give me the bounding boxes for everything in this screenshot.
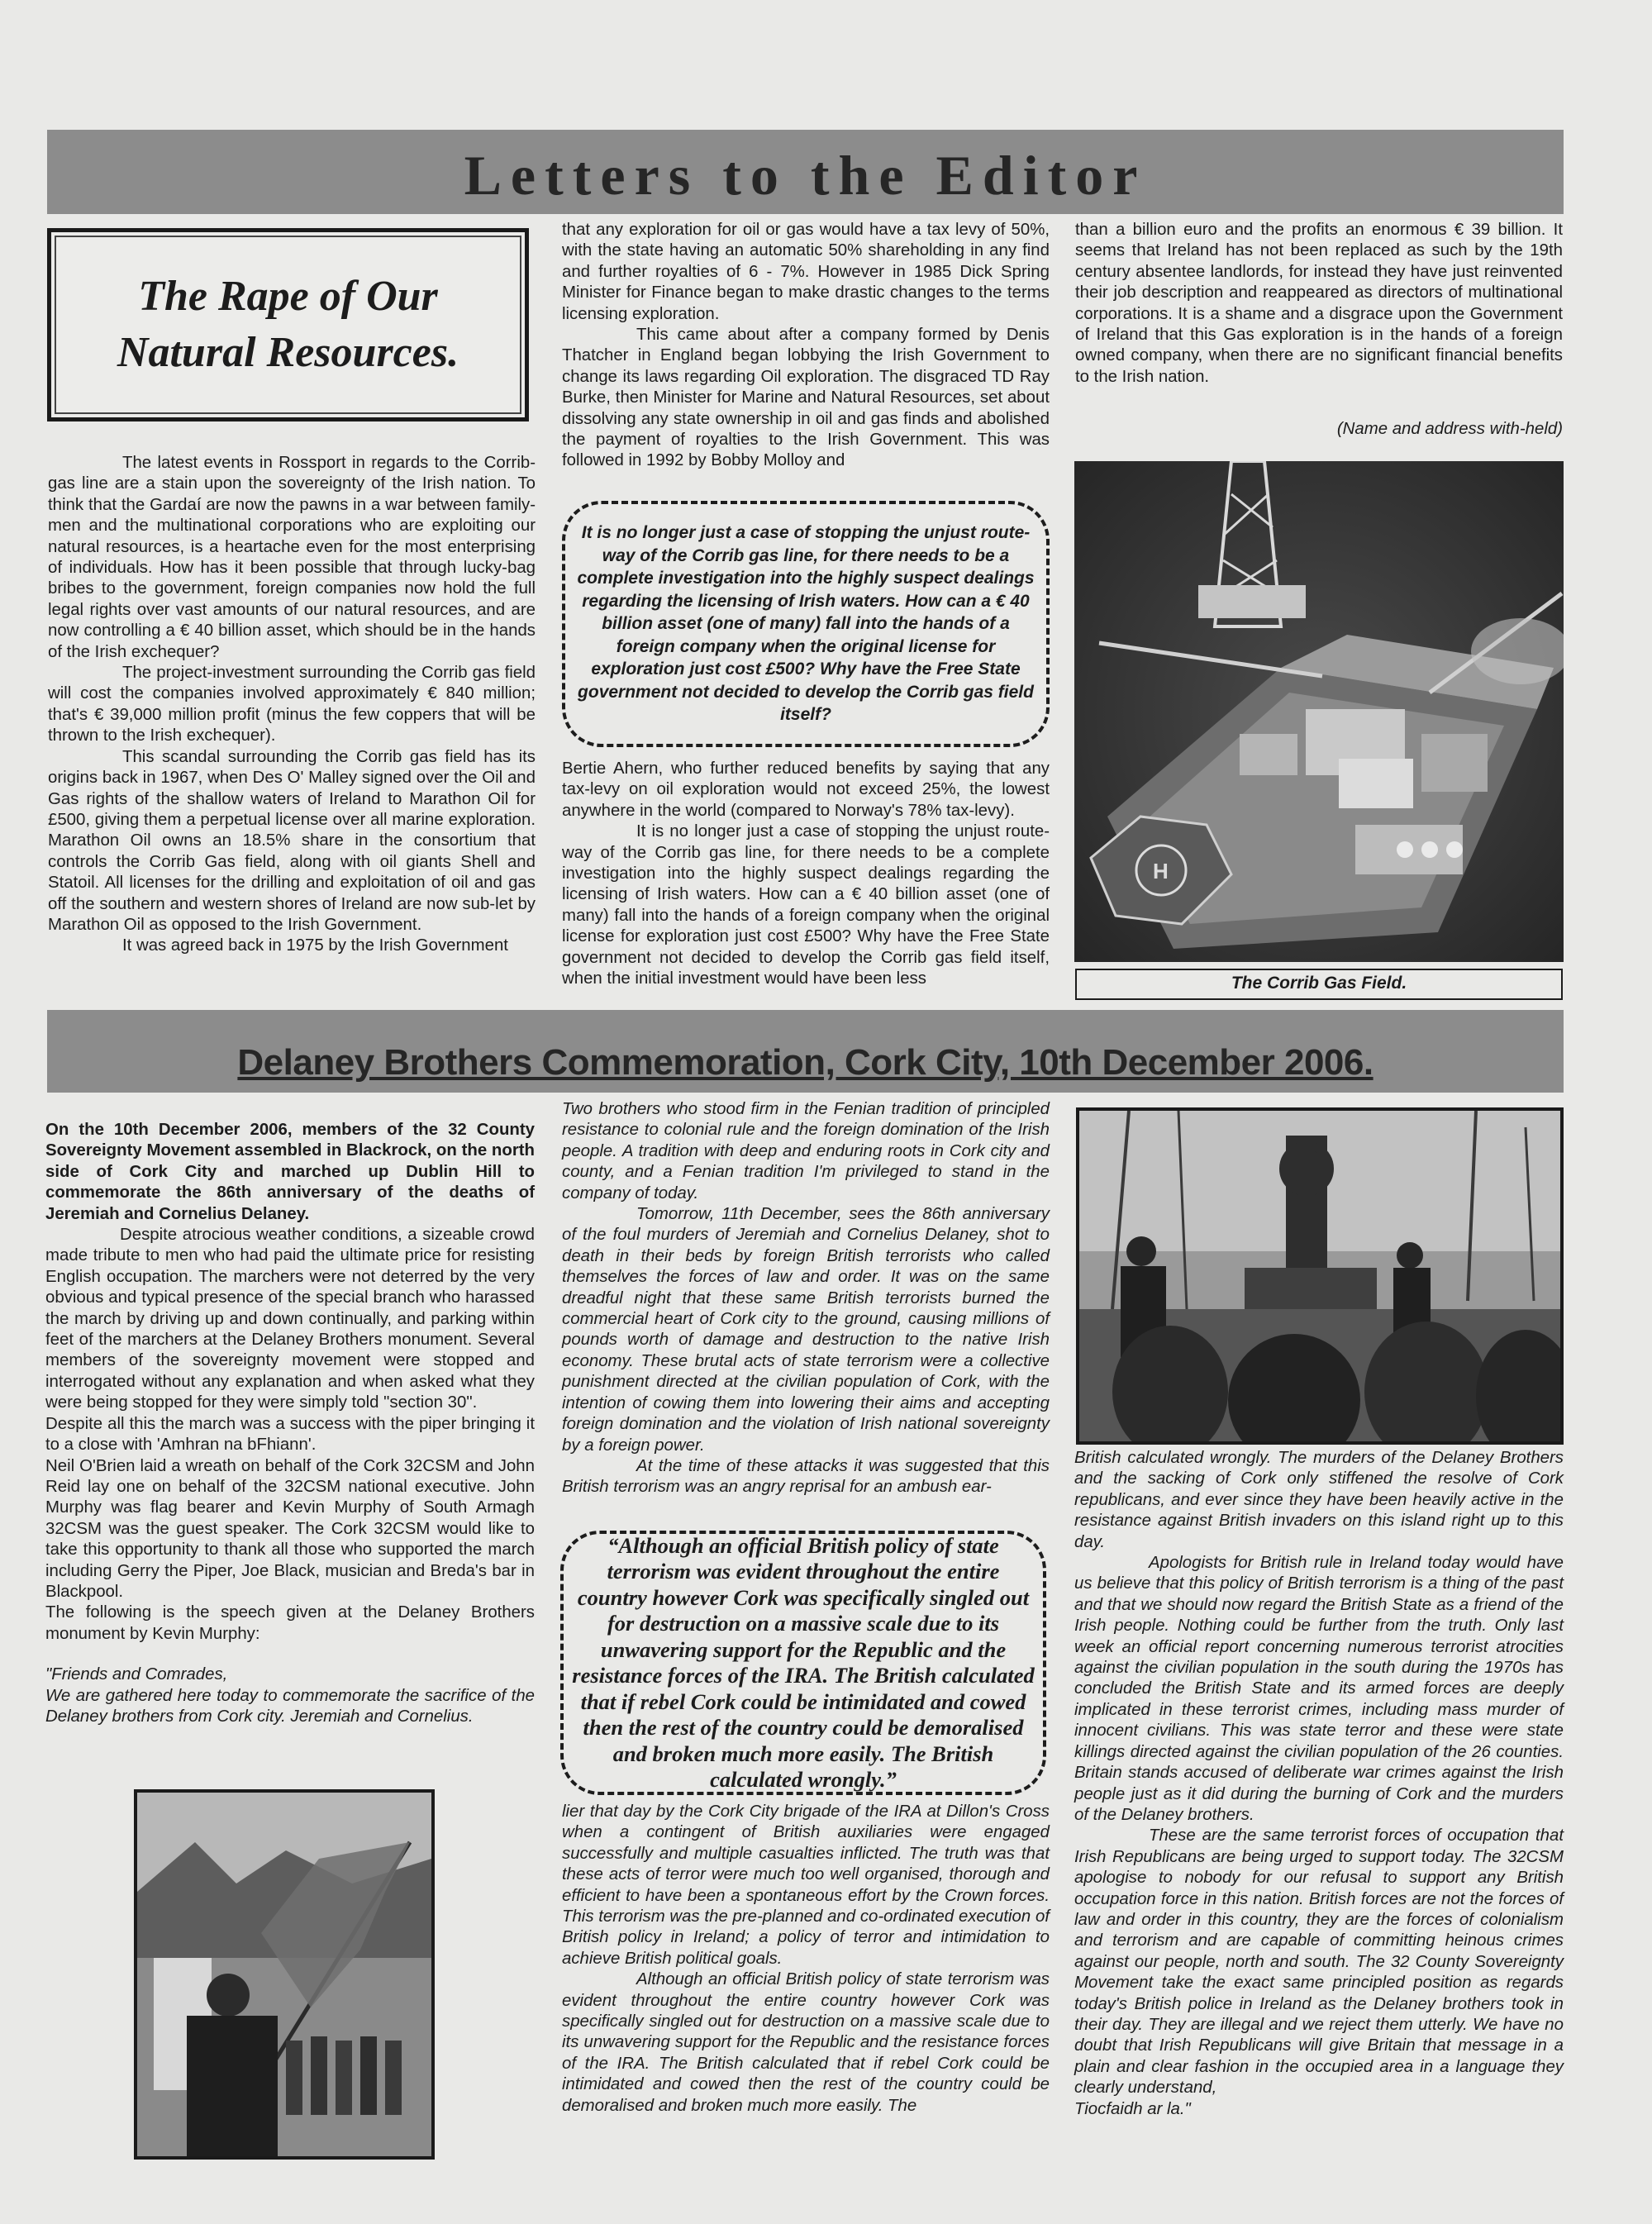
paragraph: Tomorrow, 11th December, sees the 86th anniversary of the foul murders of Jeremiah and Cornelius Delaney, shot to death in their beds by foreign British terrorists who called themselves the forces of law and order. It was on the same dreadful night that these same British terrorists burned the commercial heart of Cork city to the ground, causing millions of pounds worth of damage and destruction to the native Irish economy. These brutal acts of state terrorism were a collective punishment directed at the civilian population of Cork, with the intention of cowing them into lowering their aims and accepting foreign domination and the violation of Irish national sovereignty by a foreign power. <box>562 1205 1050 1455</box>
paragraph: At the time of these attacks it was suggested that this British terrorism was an angry reprisal for an ambush ear- <box>562 1456 1050 1497</box>
paragraph: It is no longer just a case of stopping the unjust route-way of the Corrib gas line, for there needs to be a complete investigation into the highly suspect dealings regarding the licensing of Irish waters. How can a € 40 billion asset (one of many) fall into the hands of a foreign company when the original license for exploration just cost £500? Why have the Free State government not decided to develop the Corrib gas field itself, when the initial investment would have been less <box>562 822 1050 988</box>
article-title-frame <box>55 236 521 414</box>
page-title: Letters to the Editor <box>464 144 1147 207</box>
letter-column-2-top <box>562 220 1050 493</box>
letter-column-3 <box>1075 220 1563 402</box>
gas-field-caption: The Corrib Gas Field. <box>1075 969 1563 1000</box>
monument-photo <box>1076 1107 1564 1445</box>
paragraph: that any exploration for oil or gas would have a tax levy of 50%, with the state having an automatic 50% shareholding in any find and further royalties of 6 - 7%. However in 1985 Dick Spring Minister for Finance began to make drastic changes to the terms licensing exploration. <box>562 221 1050 323</box>
gas-platform-illustration <box>1074 461 1564 962</box>
letter-column-2-bottom <box>562 759 1050 1003</box>
flag-bearer-photo <box>134 1789 435 2160</box>
speech-paragraph: We are gathered here today to commemorate the sacrifice of the Delaney brothers from Cork city. Jeremiah and Cornelius. <box>45 1686 535 1726</box>
paragraph: The project-investment surrounding the Corrib gas field will cost the companies involved approximately € 840 million; that's € 39,000 million profit (minus the few coppers that will be thrown to the Irish exchequer). <box>48 664 536 745</box>
paragraph: Neil O'Brien laid a wreath on behalf of the Cork 32CSM and John Reid lay one on behalf of the 32CSM national executive. John Murphy was flag bearer and Kevin Murphy of South Armagh 32CSM was the guest speaker. The Cork 32CSM would like to take this opportunity to thank all those who supported the march including Gerry the Piper, Joe Black, musician and Breda's bar in Blackpool. <box>45 1456 535 1601</box>
section-banner <box>47 1010 1564 1093</box>
pull-quote <box>562 501 1050 747</box>
paragraph: than a billion euro and the profits an enormous € 39 billion. It seems that Ireland has not been replaced as such by the 19th century absentee landlords, for instead they have just reinvented their job description and reappeared as directors of multinational corporations. It is a shame and a disgrace upon the Government of Ireland that this Gas exploration is in the hands of a foreign owned company, when there are no significant financial benefits to the Irish nation. <box>1075 221 1563 386</box>
svg-text:H: H <box>1153 859 1169 883</box>
paragraph: This came about after a company formed by Denis Thatcher in England began lobbying the Irish Government to change its laws regarding Oil exploration. The disgraced TD Ray Burke, then Minister for Marine and Natural Resources, set about dissolving any state ownership in oil and gas finds and abolished the payment of royalties to the Irish Government. This was followed in 1992 by Bobby Molloy and <box>562 326 1050 470</box>
paragraph: The following is the speech given at the Delaney Brothers monument by Kevin Murphy: <box>45 1603 535 1643</box>
gas-field-photo <box>1074 461 1564 962</box>
paragraph: Bertie Ahern, who further reduced benefits by saying that any tax-levy on oil exploration would not exceed 25%, the lowest anywhere in the world (compared to Norway's 78% tax-levy). <box>562 760 1050 820</box>
monument-scene-illustration <box>1079 1111 1560 1441</box>
commemoration-column-2-top <box>562 1099 1050 1517</box>
paragraph: These are the same terrorist forces of occupation that Irish Republicans are being urged to support today. The 32CSM apologise to nobody for our refusal to support any British occupation force in this nation. British forces are not the forces of law and order in this country, they are the forces of colonialism and terrorism and are capable of committing heinous crimes against our people, north and south. The 32 County Sovereignty Movement take the exact same principled position as regards today's British police in Ireland as the Delaney brothers took in their day. They are illegal and we reject them utterly. We have no doubt that Irish Republicans will give Britain that message in a plain and clear fashion in the occupied area in a language they clearly understand, <box>1074 1826 1564 2098</box>
paragraph: British calculated wrongly. The murders of the Delaney Brothers and the sacking of Cork only stiffened the resolve of Cork republicans, and ever since they have been heavily active in the resistance against British invaders on this island right up to this day. <box>1074 1449 1564 1551</box>
page-banner <box>47 130 1564 214</box>
closing-line: Tiocfaidh ar la." <box>1074 2099 1191 2118</box>
commemoration-column-2-bottom <box>562 1802 1050 2182</box>
paragraph: Apologists for British rule in Ireland today would have us believe that this policy of British terrorism is a thing of the past and that we should now regard the British State as a friend of the Irish people. Nothing could be further from the truth. Only last week an official report concerning numerous terrorist atrocities against the civilian population in the south during the 1970s has concluded the British State and its armed forces are deeply implicated in these terrorist crimes, including mass murder of innocent civilians. This was state terror and these were state killings directed against the civilian population of the 26 counties. Britain stands accused of deliberate war crimes against the Irish people just as it did during the burning of Cork and the murders of the Delaney brothers. <box>1074 1554 1564 1824</box>
paragraph: Two brothers who stood firm in the Fenian tradition of principled resistance to colonial rule and the foreign domination of the Irish people. A tradition with deep and enduring roots in Cork city and county, and a Fenian tradition I'm privileged to stand in the company of today. <box>562 1100 1050 1202</box>
pull-quote <box>560 1531 1046 1795</box>
pull-quote-text: It is no longer just a case of stopping the unjust route-way of the Corrib gas line, for there needs to be a complete investigation into the highly suspect dealings regarding the licensing of Irish waters. How can a € 40 billion asset (one of many) fall into the hands of a foreign company when the original license for exploration just cost £500? Why have the Free State government not decided to develop the Corrib gas field itself? <box>577 523 1035 725</box>
paragraph: It was agreed back in 1975 by the Irish Government <box>122 936 508 955</box>
paragraph: lier that day by the Cork City brigade of the IRA at Dillon's Cross when a contingent of British auxiliaries were engaged successfully and multiple casualties inflicted. The truth was that these acts of terror were much too well organised, thorough and efficient to have been a spontaneous effort by the Crown forces. This terrorism was the pre-planned and co-ordinated execution of British policy in Ireland; a policy of terror and intimidation to achieve British political goals. <box>562 1803 1050 1968</box>
article-title: The Rape of Our Natural Resources. <box>117 273 459 376</box>
lead-paragraph: On the 10th December 2006, members of the 32 County Sovereignty Movement assembled in Blackrock, on the north side of Cork City and marched up Dublin Hill to commemorate the 86th anniversary of the deaths of Jeremiah and Cornelius Delaney. <box>45 1121 535 1223</box>
paragraph: Although an official British policy of state terrorism was evident throughout the entire country however Cork was specifically singled out for destruction on a massive scale due to its unwavering support for the Republic and the resistance forces of the IRA. The British calculated that if rebel Cork could be intimidated and cowed then the rest of the country could be demoralised and broken much more easily. The <box>562 1970 1050 2115</box>
pull-quote-text: “Although an official British policy of state terrorism was evident throughout the entire country however Cork was specifically singled out for destruction on a massive scale due to its unwavering support for the Republic and the resistance forces of the IRA. The British calculated that if rebel Cork could be intimidated and cowed then the rest of the country could be demoralised and broken much more easily. The British calculated wrongly.” <box>572 1532 1035 1792</box>
paragraph: The latest events in Rossport in regards to the Corrib-gas line are a stain upon the sovereignty of the Irish nation. To think that the Gardaí are now the pawns in a war between family-men and the multinational corporations who are exploiting our natural resources, is a heartache even for the most enterprising of individuals. How has it been possible that through lucky-bag bribes to the government, foreign companies now hold the full legal rights over vast amounts of our natural resources, and are now controlling a € 40 billion asset, which should be in the hands of the Irish exchequer? <box>48 454 536 661</box>
commemoration-column-3 <box>1074 1448 1564 2192</box>
paragraph: Despite all this the march was a success with the piper bringing it to a close with 'Amhran na bFhiann'. <box>45 1414 535 1455</box>
paragraph: Despite atrocious weather conditions, a sizeable crowd made tribute to men who had paid the ultimate price for resisting English occupation. The marchers were not deterred by the very obvious and typical presence of the special branch who harassed the march by driving up and down continually, and parking within feet of the marchers at the Delaney Brothers monument. Several members of the sovereignty movement were stopped and interrogated without any explanation and when asked what they were being stopped for they were simply told "section 30". <box>45 1226 535 1412</box>
section-title: Delaney Brothers Commemoration, Cork City, 10th December 2006. <box>237 1042 1373 1083</box>
paragraph: This scandal surrounding the Corrib gas field has its origins back in 1967, when Des O' Malley signed over the Oil and Gas rights of the shallow waters of Ireland to Marathon Oil for £500, giving them a perpetual license over all marine exploration. Marathon Oil owns an 18.5% share in the consortium that controls the Corrib Gas field, along with oil giants Shell and Statoil. All licenses for the drilling and exploitation of oil and gas off the southern and western shores of Ireland are now sub-let by Marathon Oil as opposed to the Irish Government. <box>48 747 536 934</box>
signature: (Name and address with-held) <box>1336 420 1563 438</box>
speech-greeting: "Friends and Comrades, <box>45 1665 228 1684</box>
commemoration-column-1 <box>45 1120 535 1764</box>
article-title-box <box>47 228 529 421</box>
letter-column-1 <box>48 453 536 1002</box>
march-scene-illustration <box>137 1793 431 2156</box>
